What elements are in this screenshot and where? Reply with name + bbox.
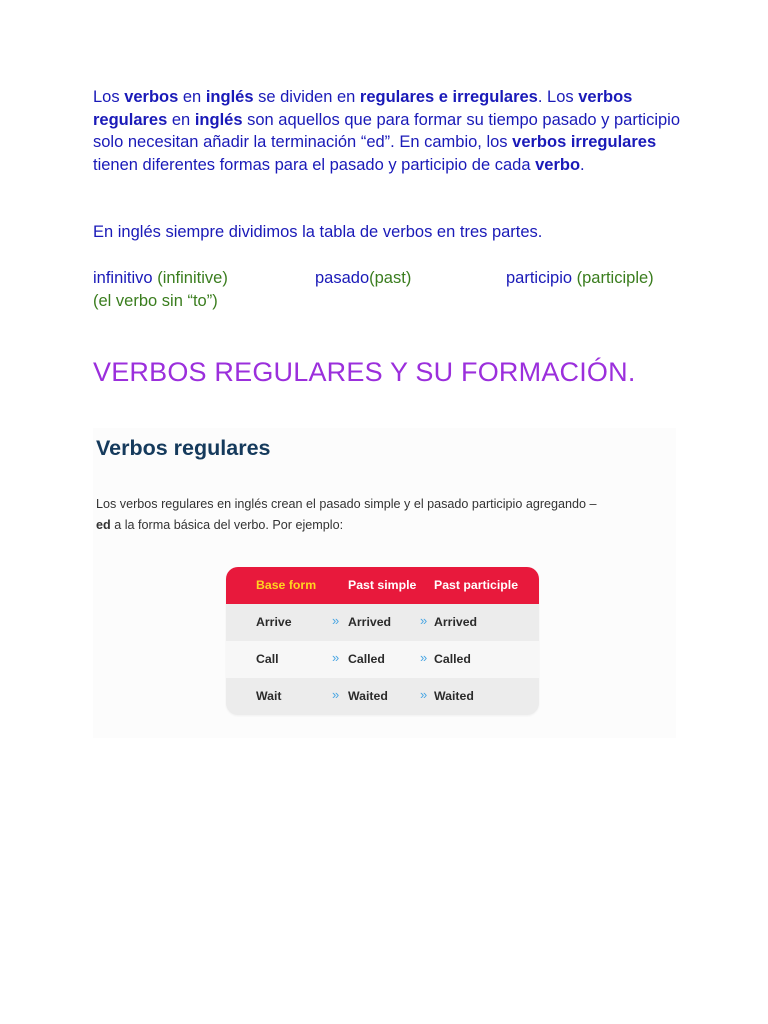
verb-forms-table [226, 567, 539, 715]
regular-verbs-panel [93, 428, 676, 738]
past-participle-cell: Arrived [434, 615, 478, 629]
panel-text-before: Los verbos regulares en inglés crean el pasado simple y el pasado participio agregando – [96, 497, 597, 511]
double-chevron-icon: » [332, 650, 340, 665]
intro-bold-term: verbo [535, 155, 581, 174]
past-participle-cell: Called [434, 652, 471, 666]
participle-text: (participle) [572, 269, 654, 287]
infinitivo-text: infinitivo [93, 269, 153, 287]
header-base-form: Base form [256, 578, 317, 592]
participle-label [506, 267, 654, 289]
infinitive-text: (infinitive) [152, 269, 228, 287]
double-chevron-icon: » [332, 613, 340, 628]
past-simple-cell: Waited [348, 689, 388, 703]
past-participle-cell: Waited [434, 689, 474, 703]
intro-text: . Los [537, 88, 579, 106]
intro-bold-term: regulares e irregulares [359, 88, 538, 106]
double-chevron-icon: » [420, 687, 428, 702]
panel-description [96, 494, 666, 536]
table-row [226, 604, 539, 641]
section-heading: VERBOS REGULARES Y SU FORMACIÓN. [93, 357, 636, 387]
intro-text: son aquellos que para formar su tiempo pasado y participio solo necesitan añadir la terminación “ed”. En cambio, los [93, 110, 681, 151]
past-label [315, 267, 411, 289]
intro-bold-term: verbos irregulares [512, 133, 657, 151]
base-form-cell: Wait [256, 689, 282, 703]
intro-text: en [178, 88, 206, 106]
intro-bold-term: verbos [124, 88, 179, 106]
infinitive-label [93, 267, 228, 289]
panel-text-ed: ed [96, 518, 111, 532]
intro-bold-term: inglés [194, 110, 243, 129]
table-row [226, 678, 539, 715]
panel-title: Verbos regulares [96, 436, 271, 460]
header-past-simple: Past simple [348, 578, 417, 592]
header-past-participle: Past participle [434, 578, 519, 592]
intro-text: tienen diferentes formas para el pasado y participio de cada [93, 155, 536, 174]
table-row [226, 641, 539, 678]
intro-text: en [167, 110, 195, 129]
intro-text: . [580, 155, 585, 174]
intro-bold-term: inglés [205, 88, 254, 106]
intro-paragraph [93, 86, 683, 176]
double-chevron-icon: » [420, 613, 428, 628]
table-parts-paragraph: En inglés siempre dividimos la tabla de verbos en tres partes. [93, 223, 543, 241]
past-text: (past) [369, 269, 412, 287]
intro-bold-term: verbos regulares [93, 88, 633, 129]
without-to-note: (el verbo sin “to”) [93, 292, 218, 310]
table-header-row [226, 567, 539, 604]
base-form-cell: Call [256, 652, 279, 666]
double-chevron-icon: » [420, 650, 428, 665]
double-chevron-icon: » [332, 687, 340, 702]
participio-text: participio [506, 269, 573, 287]
past-simple-cell: Arrived [348, 615, 392, 629]
base-form-cell: Arrive [256, 615, 292, 629]
past-simple-cell: Called [348, 652, 385, 666]
intro-text: Los [93, 88, 125, 106]
intro-text: se dividen en [253, 88, 360, 106]
panel-text-after: a la forma básica del verbo. Por ejemplo: [110, 518, 344, 532]
pasado-text: pasado [315, 269, 370, 287]
